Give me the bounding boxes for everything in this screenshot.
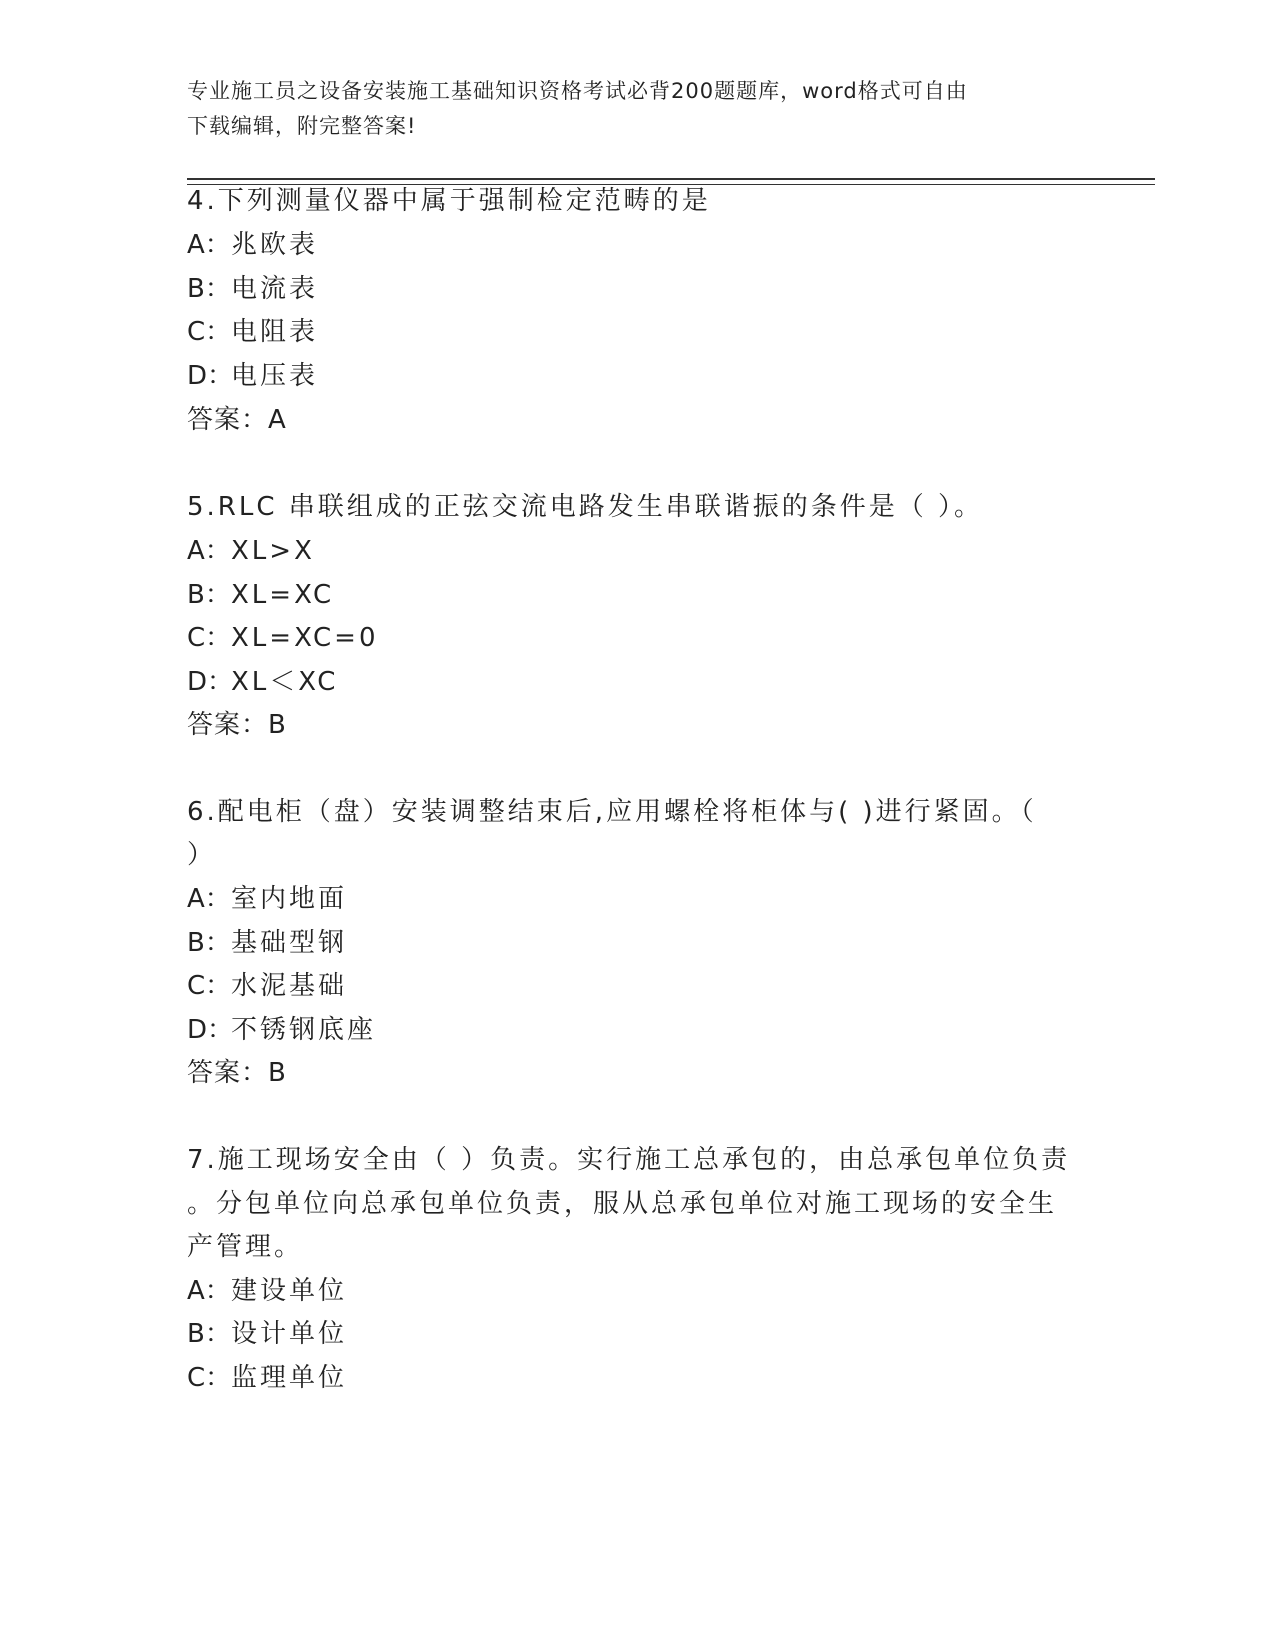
question-7-text-line-2: 。分包单位向总承包单位负责，服从总承包单位对施工现场的安全生	[187, 1189, 1058, 1219]
option-prefix: C：	[187, 1363, 232, 1393]
question-6-text-line-2: ）	[187, 840, 217, 870]
header-line-2: 下载编辑，附完整答案!	[187, 114, 417, 138]
question-7-option-b	[187, 1317, 347, 1351]
option-prefix: B：	[187, 274, 231, 304]
option-text: XL=XC	[231, 580, 335, 610]
option-text: 兆欧表	[231, 230, 319, 260]
option-text: 监理单位	[231, 1363, 348, 1393]
option-text: XL>X	[231, 536, 315, 566]
option-text: XL=XC=0	[231, 623, 379, 653]
option-prefix: B：	[187, 1319, 231, 1349]
option-prefix: C：	[187, 317, 232, 347]
option-prefix: C：	[187, 623, 232, 653]
option-prefix: A：	[187, 1276, 231, 1306]
option-text: 室内地面	[231, 884, 348, 914]
question-4-text: 4.下列测量仪器中属于强制检定范畴的是	[187, 186, 711, 216]
question-7-text-line-1: 7.施工现场安全由（ ）负责。实行施工总承包的，由总承包单位负责	[187, 1145, 1071, 1175]
question-6-option-c	[187, 969, 347, 1003]
option-prefix: C：	[187, 971, 232, 1001]
option-prefix: A：	[187, 536, 231, 566]
question-4-option-b	[187, 272, 318, 306]
option-text: 水泥基础	[231, 971, 348, 1001]
header-line-1: 专业施工员之设备安装施工基础知识资格考试必背200题题库，word格式可自由	[187, 79, 968, 103]
option-text: XL＜XC	[231, 667, 339, 697]
document-header	[187, 74, 1067, 144]
question-6-answer: 答案：B	[187, 1058, 287, 1088]
option-text: 设计单位	[231, 1319, 348, 1349]
option-text: 基础型钢	[231, 928, 348, 958]
option-text: 不锈钢底座	[231, 1015, 377, 1045]
question-4-option-a	[187, 228, 318, 262]
option-prefix: A：	[187, 884, 231, 914]
option-prefix: D：	[187, 667, 234, 697]
option-text: 电阻表	[231, 317, 319, 347]
option-prefix: A：	[187, 230, 231, 260]
option-text: 电压表	[231, 361, 319, 391]
option-text: 电流表	[231, 274, 319, 304]
question-5-option-c	[187, 621, 378, 655]
option-prefix: D：	[187, 361, 234, 391]
question-5-option-b	[187, 578, 334, 612]
question-4-answer: 答案：A	[187, 405, 287, 435]
header-divider-top	[187, 178, 1155, 180]
option-prefix: B：	[187, 580, 231, 610]
question-6-option-a	[187, 882, 347, 916]
option-prefix: D：	[187, 1015, 234, 1045]
option-text: 建设单位	[231, 1276, 348, 1306]
question-7-option-c	[187, 1361, 347, 1395]
question-5-text: 5.RLC 串联组成的正弦交流电路发生串联谐振的条件是（ ）。	[187, 492, 984, 522]
option-prefix: B：	[187, 928, 231, 958]
question-4-option-d	[187, 359, 318, 393]
question-6-option-b	[187, 926, 347, 960]
question-7-text-line-3: 产管理。	[187, 1232, 304, 1262]
question-6-text-line-1: 6.配电柜（盘）安装调整结束后,应用螺栓将柜体与( )进行紧固。（	[187, 797, 1037, 827]
question-7-option-a	[187, 1274, 347, 1308]
question-5-option-d	[187, 665, 338, 699]
question-5-option-a	[187, 534, 315, 568]
question-4-option-c	[187, 315, 318, 349]
question-5-answer: 答案：B	[187, 710, 287, 740]
question-6-option-d	[187, 1013, 376, 1047]
